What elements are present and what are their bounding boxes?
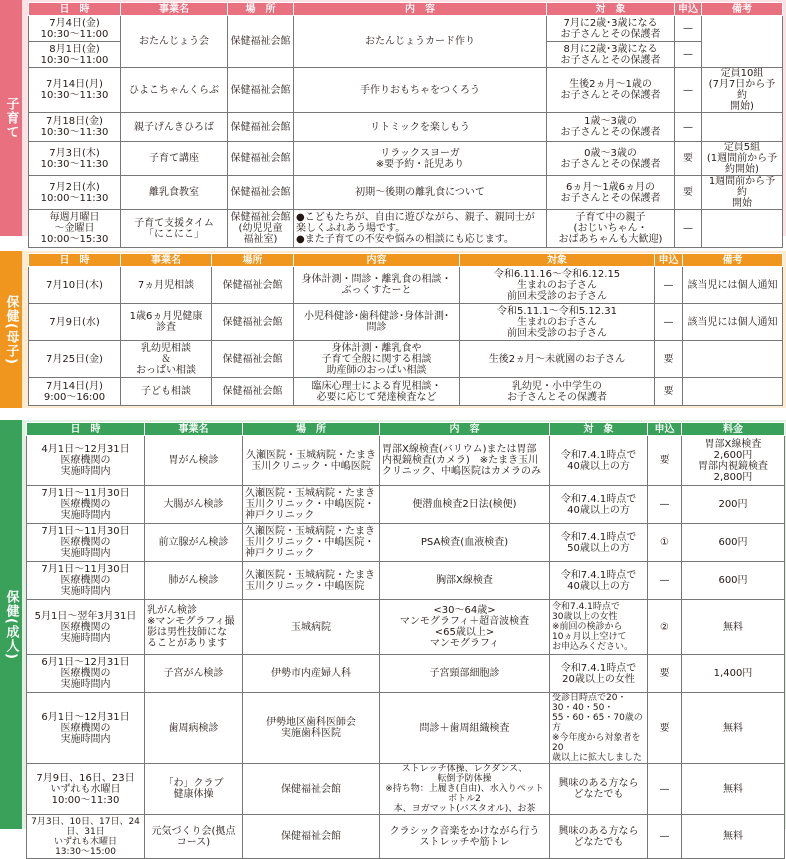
cell-name: ひよこちゃんくらぶ (121, 68, 228, 113)
col-content: 内 容 (380, 423, 550, 436)
cell-date: 5月1日～翌年3月31日 医療機関の 実施時間内 (27, 600, 145, 655)
col-fee: 料金 (682, 423, 785, 436)
cell-content: 胃部X線検査(バリウム)または胃部 内視鏡検査(カメラ) ※たまき玉川 クリニック、中嶋医院はカメラのみ (380, 436, 550, 486)
cell-place: 保健福祉会館 (212, 304, 294, 341)
cell-date: 7月14日(月) 9:00～16:00 (29, 378, 121, 406)
cell-place: 久瀬医院・玉城病院・たまき 玉川クリニック・中嶋医院 (243, 562, 380, 600)
cell-fee: 無料 (682, 693, 785, 764)
table-row (29, 113, 783, 142)
cell-date: 7月1日～11月30日 医療機関の 実施時間内 (27, 562, 145, 600)
cell-date: 4月1日～12月31日 医療機関の 実施時間内 (27, 436, 145, 486)
boshi-label: 保健(母子) (0, 251, 22, 408)
cell-name: 乳がん検診 ※マンモグラフィ撮 影は男性技師にな ることがあります (145, 600, 243, 655)
cell-place: 伊勢地区歯科医師会 実施歯科医院 (243, 693, 380, 764)
col-place: 場所 (212, 254, 294, 267)
cell-date: 7月1日～11月30日 医療機関の 実施時間内 (27, 524, 145, 562)
col-name: 事業名 (145, 423, 243, 436)
cell-date: 7月4日(金) 10:30～11:00 (29, 16, 121, 42)
cell-content: リトミックを楽しもう (294, 113, 547, 142)
kosodate-label: 子育て (0, 0, 22, 236)
col-target: 対象 (460, 254, 655, 267)
cell-target: 令和7.4.1時点で 20歳以上の女性 (550, 655, 648, 693)
cell-date: 7月2日(水) 10:00～11:30 (29, 176, 121, 210)
cell-apply: — (655, 267, 683, 304)
table-row (29, 176, 783, 210)
boshi-section (0, 251, 786, 408)
cell-note (702, 16, 783, 68)
col-content: 内容 (294, 254, 460, 267)
cell-apply: — (648, 486, 682, 524)
cell-note: 定員10組 (7月7日から予約 開始) (702, 68, 783, 113)
col-name: 事業名 (121, 254, 212, 267)
col-place: 場 所 (243, 423, 380, 436)
cell-target: 令和7.4.1時点で 40歳以上の方 (550, 486, 648, 524)
cell-content: 身体計測・離乳食や 子育て全般に関する相談 助産師のおっぱい相談 (294, 341, 460, 378)
cell-note (683, 378, 783, 406)
cell-date: 7月25日(金) (29, 341, 121, 378)
cell-fee: 無料 (682, 815, 785, 859)
cell-fee: 600円 (682, 524, 785, 562)
cell-apply: 要 (648, 693, 682, 764)
col-target: 対 象 (547, 3, 675, 16)
cell-name: 肺がん検診 (145, 562, 243, 600)
cell-apply: — (675, 210, 702, 248)
cell-apply: — (648, 562, 682, 600)
cell-target: 令和6.11.16～令和6.12.15 生まれのお子さん 前回未受診のお子さん (460, 267, 655, 304)
cell-apply: 要 (655, 378, 683, 406)
table-header (27, 423, 785, 436)
cell-note: 該当児には個人通知 (683, 267, 783, 304)
cell-apply: — (655, 304, 683, 341)
cell-apply: — (675, 113, 702, 142)
cell-content: ●こどもたちが、自由に遊びながら、親子、親同士が 楽しくふれあう場です。 ●また子育ての不安や悩みの相談にも応じます。 (294, 210, 547, 248)
table-row (29, 378, 783, 406)
cell-date: 6月1日～12月31日 医療機関の 実施時間内 (27, 655, 145, 693)
col-date: 日 時 (29, 3, 121, 16)
table-header (29, 3, 783, 16)
cell-date: 7月1日～11月30日 医療機関の 実施時間内 (27, 486, 145, 524)
cell-name: 子育て講座 (121, 142, 228, 176)
cell-name: 子ども相談 (121, 378, 212, 406)
cell-apply: — (675, 16, 702, 42)
cell-date: 7月9日、16日、23日 いずれも水曜日 10:00～11:30 (27, 764, 145, 815)
cell-target: 0歳～3歳の お子さんとその保護者 (547, 142, 675, 176)
cell-target: 令和7.4.1時点で 40歳以上の方 (550, 562, 648, 600)
seijin-table (26, 422, 785, 859)
col-apply: 申込 (655, 254, 683, 267)
cell-content: 初期～後期の離乳食について (294, 176, 547, 210)
col-place: 場 所 (228, 3, 294, 16)
cell-date: 6月1日～12月31日 医療機関の 実施時間内 (27, 693, 145, 764)
cell-target: 令和7.4.1時点で 40歳以上の方 (550, 436, 648, 486)
cell-name: 親子げんきひろば (121, 113, 228, 142)
cell-name: 大腸がん検診 (145, 486, 243, 524)
cell-place: 保健福祉会館 (212, 341, 294, 378)
table-row (29, 68, 783, 113)
cell-date: 8月1日(金) 10:30～11:00 (29, 42, 121, 68)
col-date: 日 時 (29, 254, 121, 267)
boshi-table (28, 253, 783, 406)
cell-content: クラシック音楽をかけながら行う ストレッチや筋トレ (380, 815, 550, 859)
cell-apply: — (675, 42, 702, 68)
cell-target: 6ヵ月～1歳6ヵ月の お子さんとその保護者 (547, 176, 675, 210)
table-row (27, 693, 785, 764)
cell-date: 7月3日、10日、17日、24日、31日 いずれも木曜日 13:30～15:00 (27, 815, 145, 859)
table-row (29, 142, 783, 176)
cell-name: おたんじょう会 (121, 16, 228, 68)
cell-place: 保健福祉会館 (212, 267, 294, 304)
cell-target: 興味のある方なら どなたでも (550, 815, 648, 859)
table-row (27, 436, 785, 486)
cell-target: 8月に2歳･3歳になる お子さんとその保護者 (547, 42, 675, 68)
cell-content: PSA検査(血液検査) (380, 524, 550, 562)
cell-place: 久瀬医院・玉城病院・たまき 玉川クリニック・中嶋医院 (243, 436, 380, 486)
table-row (27, 486, 785, 524)
cell-place: 玉城病院 (243, 600, 380, 655)
cell-name: 胃がん検診 (145, 436, 243, 486)
cell-note: 定員5組 (1週間前から予 約開始) (702, 142, 783, 176)
cell-apply: ② (648, 600, 682, 655)
cell-date: 7月18日(金) 10:30～11:30 (29, 113, 121, 142)
cell-place: 保健福祉会館 (228, 68, 294, 113)
table-row (27, 600, 785, 655)
cell-target: 生後2ヵ月～1歳の お子さんとその保護者 (547, 68, 675, 113)
cell-target: 令和5.11.1～令和5.12.31 生まれのお子さん 前回未受診のお子さん (460, 304, 655, 341)
table-row (29, 210, 783, 248)
cell-apply: — (675, 68, 702, 113)
cell-name: 離乳食教室 (121, 176, 228, 210)
cell-content: 子宮頸部細胞診 (380, 655, 550, 693)
col-note: 備考 (683, 254, 783, 267)
cell-content: 便潜血検査2日法(検便) (380, 486, 550, 524)
cell-name: 子育て支援タイム 「にこにこ」 (121, 210, 228, 248)
table-row (29, 304, 783, 341)
table-row (27, 764, 785, 815)
table-row (27, 815, 785, 859)
cell-place: 保健福祉会館 (228, 142, 294, 176)
cell-apply: 要 (655, 341, 683, 378)
cell-content: ストレッチ体操、レクダンス、 転倒予防体操 ※持ち物：上履き(自由)、水入りペットボトル2 本、ヨガマット(バスタオル)、お茶 (380, 764, 550, 815)
col-apply: 申込 (648, 423, 682, 436)
cell-apply: ① (648, 524, 682, 562)
seijin-label: 保健(成人) (0, 420, 22, 829)
cell-target: 1歳～3歳の お子さんとその保護者 (547, 113, 675, 142)
cell-apply: 要 (648, 655, 682, 693)
cell-content: おたんじょうカード作り (294, 16, 547, 68)
cell-target: 受診日時点で20・30・40・50・ 55・60・65・70歳の方 ※今年度から対象者を20 歳以上に拡大しました (550, 693, 648, 764)
cell-target: 7月に2歳･3歳になる お子さんとその保護者 (547, 16, 675, 42)
cell-apply: 要 (675, 176, 702, 210)
kosodate-table (28, 2, 783, 248)
cell-fee: 胃部X線検査 2,600円 胃部内視鏡検査 2,800円 (682, 436, 785, 486)
table-row (29, 341, 783, 378)
cell-name: 子宮がん検診 (145, 655, 243, 693)
cell-name: 乳幼児相談 ＆ おっぱい相談 (121, 341, 212, 378)
cell-apply: 要 (648, 436, 682, 486)
cell-place: 久瀬医院・玉城病院・たまき 玉川クリニック・中嶋医院・ 神戸クリニック (243, 486, 380, 524)
table-row (27, 562, 785, 600)
table-row (29, 267, 783, 304)
cell-note (702, 210, 783, 248)
cell-place: 保健福祉会館 (243, 815, 380, 859)
table-row (27, 655, 785, 693)
col-date: 日 時 (27, 423, 145, 436)
cell-name: 7ヵ月児相談 (121, 267, 212, 304)
cell-content: 身体計測・問診・離乳食の相談・ ぶっくすたーと (294, 267, 460, 304)
cell-place: 保健福祉会館 (228, 16, 294, 68)
cell-place: 保健福祉会館 (212, 378, 294, 406)
cell-content: 問診＋歯周組織検査 (380, 693, 550, 764)
cell-apply: — (648, 764, 682, 815)
cell-target: 生後2ヵ月～未就園のお子さん (460, 341, 655, 378)
cell-place: 伊勢市内産婦人科 (243, 655, 380, 693)
cell-date: 毎週月曜日 ～金曜日 10:00～15:30 (29, 210, 121, 248)
cell-content: 小児科健診･歯科健診･身体計測･ 問診 (294, 304, 460, 341)
cell-note: 該当児には個人通知 (683, 304, 783, 341)
cell-place: 保健福祉会館 (243, 764, 380, 815)
cell-target: 令和7.4.1時点で 50歳以上の方 (550, 524, 648, 562)
cell-name: 歯周病検診 (145, 693, 243, 764)
cell-content: リラックスヨーガ ※要予約・託児あり (294, 142, 547, 176)
cell-content: <30～64歳> マンモグラフィ＋超音波検査 <65歳以上> マンモグラフィ (380, 600, 550, 655)
cell-name: 元気づくり会(拠点 コース) (145, 815, 243, 859)
col-name: 事業名 (121, 3, 228, 16)
col-content: 内 容 (294, 3, 547, 16)
cell-fee: 200円 (682, 486, 785, 524)
cell-date: 7月14日(月) 10:30～11:30 (29, 68, 121, 113)
cell-note (683, 341, 783, 378)
cell-content: 胸部X線検査 (380, 562, 550, 600)
col-note: 備考 (702, 3, 783, 16)
cell-place: 保健福祉会館 (幼児児童 福祉室) (228, 210, 294, 248)
cell-date: 7月3日(木) 10:30～11:30 (29, 142, 121, 176)
cell-name: 前立腺がん検診 (145, 524, 243, 562)
seijin-section (0, 420, 786, 857)
cell-apply: — (648, 815, 682, 859)
cell-note (702, 113, 783, 142)
cell-fee: 1,400円 (682, 655, 785, 693)
cell-target: 乳幼児・小中学生の お子さんとその保護者 (460, 378, 655, 406)
cell-fee: 600円 (682, 562, 785, 600)
cell-date: 7月10日(木) (29, 267, 121, 304)
cell-fee: 無料 (682, 600, 785, 655)
cell-place: 保健福祉会館 (228, 113, 294, 142)
cell-place: 久瀬医院・玉城病院・たまき 玉川クリニック・中嶋医院・ 神戸クリニック (243, 524, 380, 562)
cell-target: 令和7.4.1時点で 30歳以上の女性 ※前回の検診から 10ヵ月以上空けて お申込みください。 (550, 600, 648, 655)
cell-target: 興味のある方なら どなたでも (550, 764, 648, 815)
table-header (29, 254, 783, 267)
table-row (27, 524, 785, 562)
cell-note: 1週間前から予約 開始 (702, 176, 783, 210)
cell-content: 臨床心理士による育児相談・ 必要に応じて発達検査など (294, 378, 460, 406)
kosodate-section (0, 0, 786, 245)
cell-apply: 要 (675, 142, 702, 176)
table-row (29, 16, 783, 42)
cell-fee: 無料 (682, 764, 785, 815)
col-target: 対 象 (550, 423, 648, 436)
col-apply: 申込 (675, 3, 702, 16)
cell-content: 手作りおもちゃをつくろう (294, 68, 547, 113)
cell-date: 7月9日(水) (29, 304, 121, 341)
cell-target: 子育て中の親子 (おじいちゃん・ おばあちゃんも大歓迎) (547, 210, 675, 248)
cell-name: 1歳6ヵ月児健康 診査 (121, 304, 212, 341)
cell-name: 「わ」クラブ 健康体操 (145, 764, 243, 815)
cell-place: 保健福祉会館 (228, 176, 294, 210)
